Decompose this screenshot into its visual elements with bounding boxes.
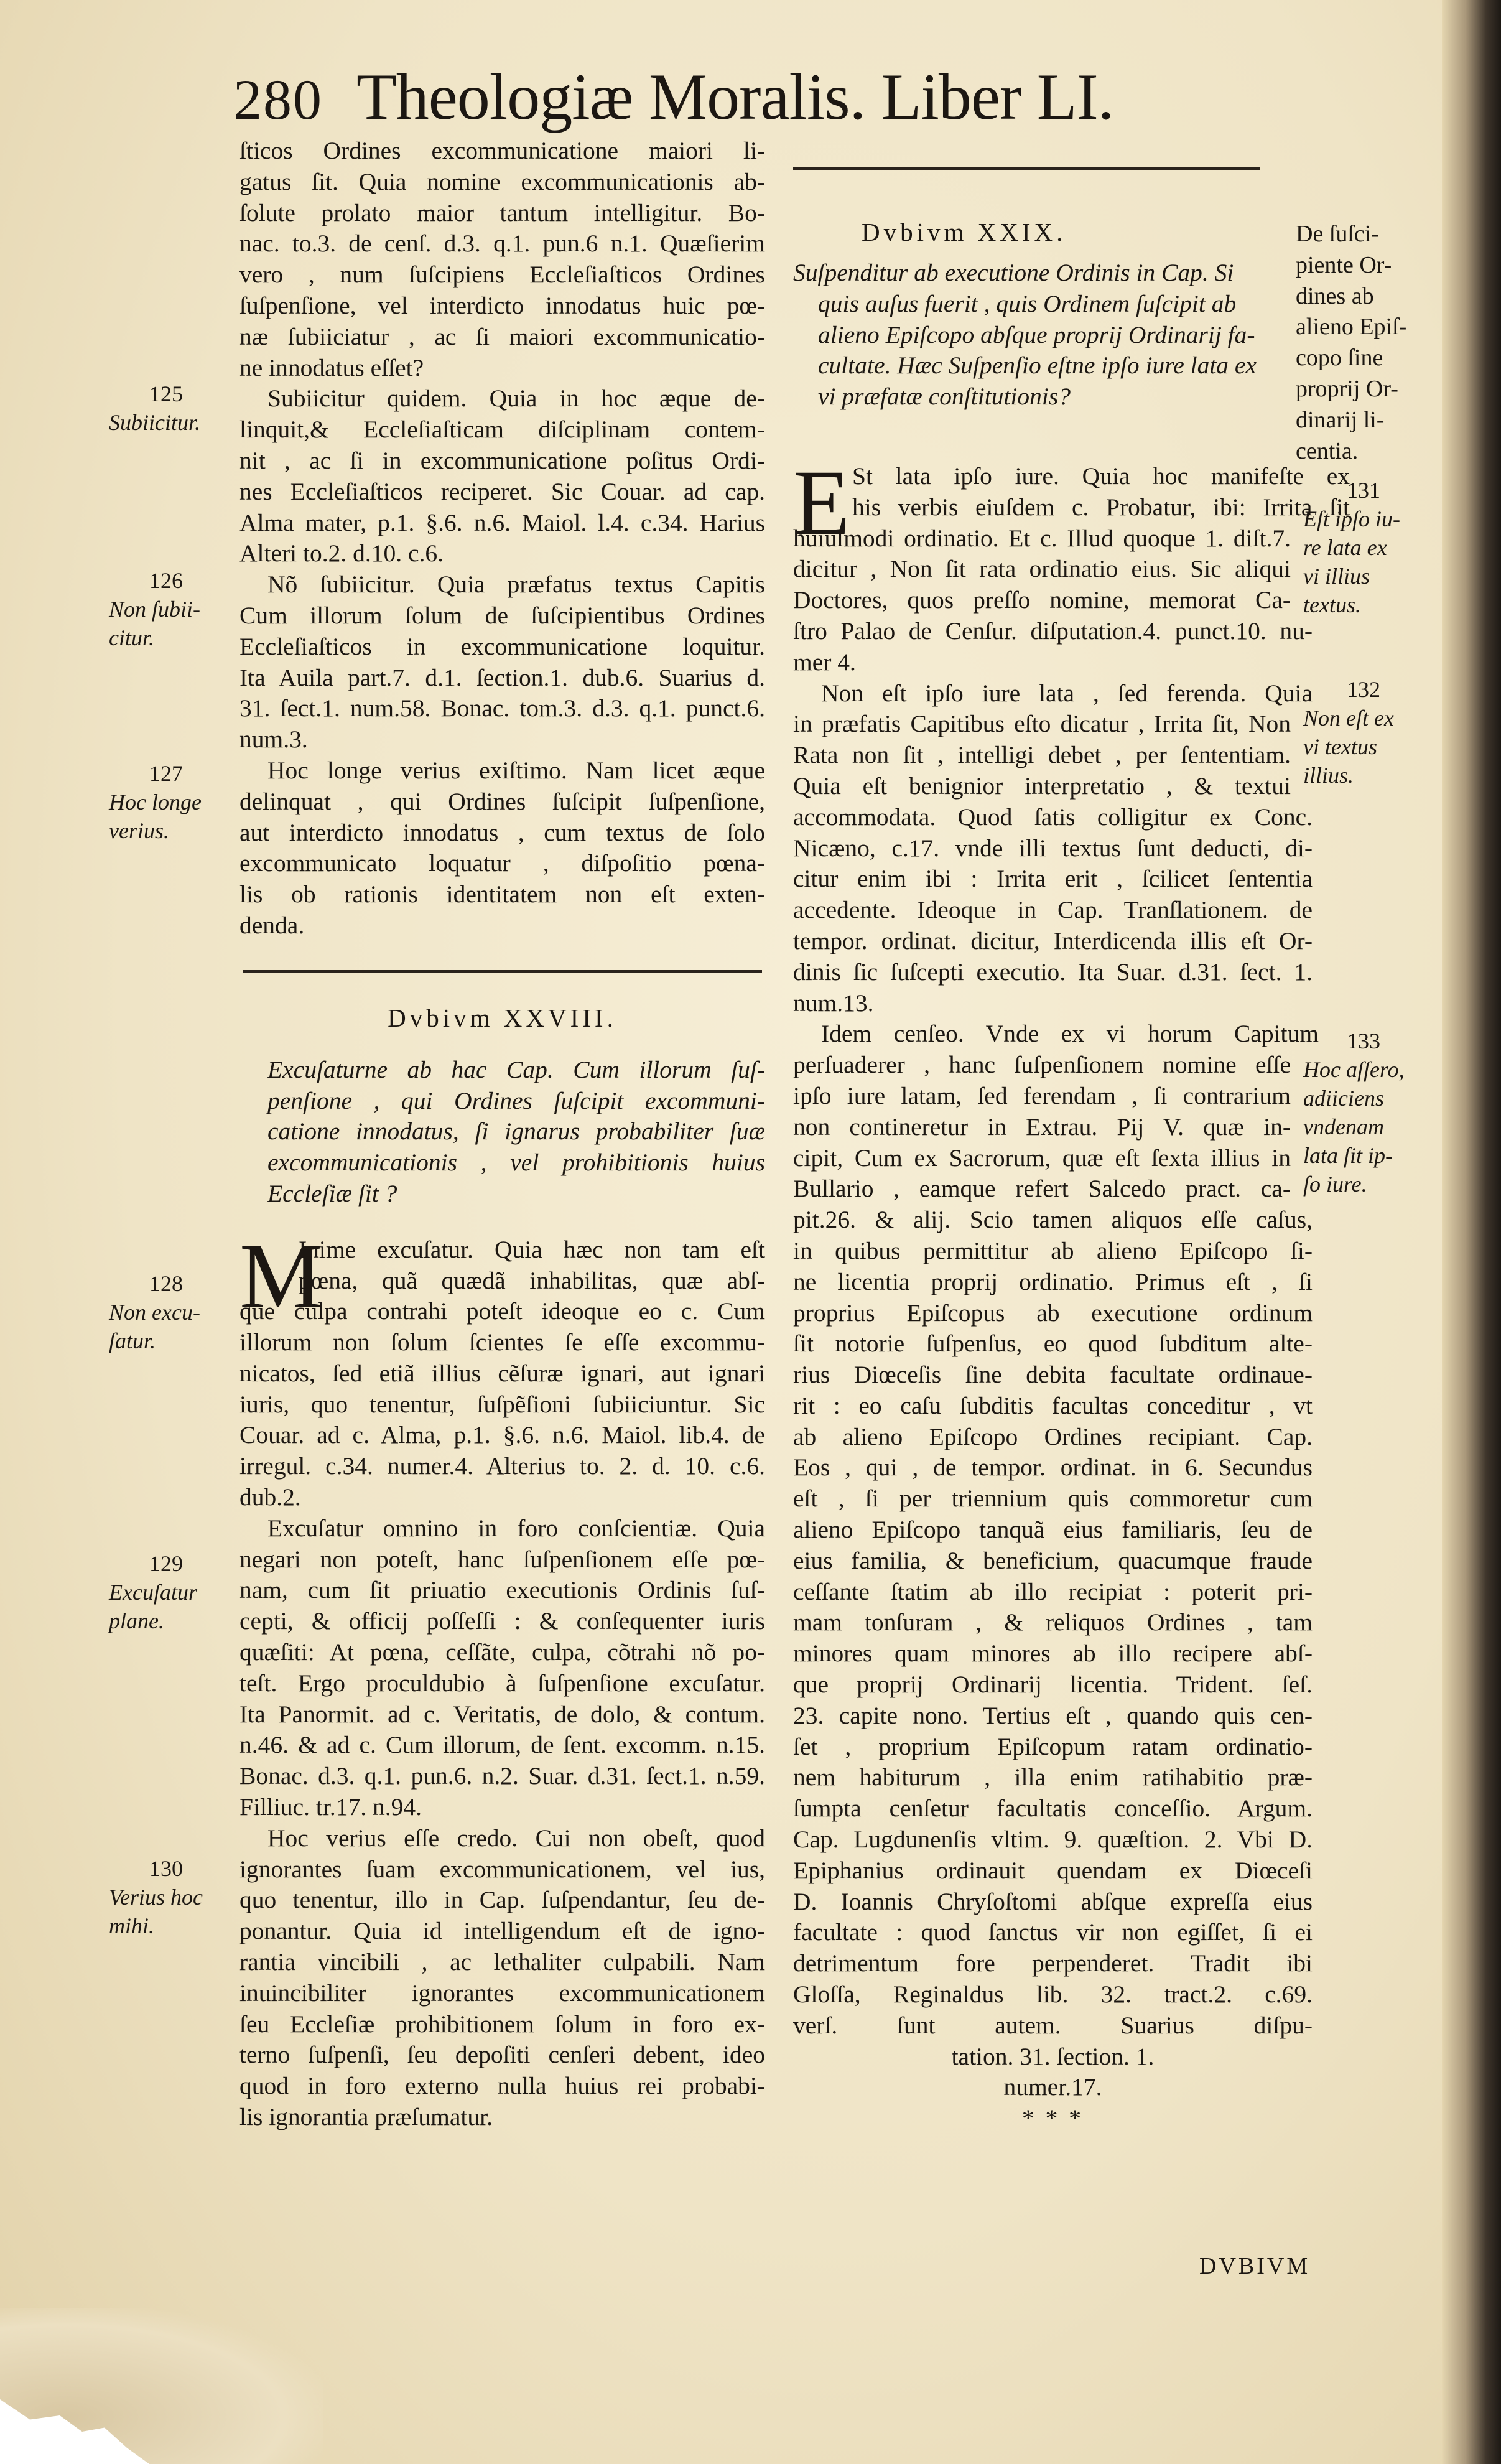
- question-line: cultate. Hæc Suſpenſio eſtne ipſo iure lata ex: [818, 352, 1257, 380]
- note-number: 133: [1347, 1029, 1380, 1053]
- note-text: ſatur.: [109, 1328, 156, 1353]
- question-line: excommunicationis , vel prohibitionis huius: [267, 1149, 765, 1177]
- text-line: rius Diœceſis ſine debita facultate ordinaue-: [793, 1361, 1313, 1389]
- text-line: tempor. ordinat. dicitur, Interdicenda illis eſt Or-: [793, 926, 1313, 954]
- text-line: n.46. & ad c. Cum illorum, de ſent. excomm. n.15.: [239, 1731, 765, 1759]
- summary-line: copo ſine: [1296, 345, 1383, 371]
- text-line: facultate : quod ſanctus vir non egiſſet, ſi ei: [793, 1918, 1313, 1946]
- text-line: irregul. c.34. numer.4. Alterius to. 2. d. 10. c.6.: [239, 1452, 765, 1480]
- text-line: terno ſuſpenſi, ſeu depoſiti cenſeri debent, ideo: [239, 2041, 765, 2069]
- margin-note-left: [109, 380, 200, 437]
- text-line: rantia vincibili , ac lethaliter culpabili. Nam: [239, 1948, 765, 1976]
- dubium-heading: Dvbivm XXIX.: [862, 218, 1067, 246]
- text-line: dinis ſic ſuſcepti executio. Ita Suar. d.31. ſect. 1.: [793, 958, 1313, 986]
- note-text: vi textus: [1303, 734, 1377, 759]
- note-text: vndenam: [1303, 1114, 1384, 1139]
- text-line: ne licentia proprij ordinatio. Primus eſt , ſi: [793, 1267, 1313, 1295]
- text-line: Non eſt ipſo iure lata , ſed ferenda. Quia: [821, 679, 1313, 707]
- text-line: dub.2.: [239, 1483, 301, 1511]
- dropcap-block: [239, 1224, 765, 2133]
- margin-note-left: [109, 566, 200, 652]
- text-line: dicitur , Non ſit rata ordinatio eius. Sic aliqui: [793, 555, 1291, 583]
- note-text: vi illius: [1303, 564, 1370, 589]
- margin-note-left: [109, 1854, 203, 1940]
- text-line: huiuſmodi ordinatio. Et c. Illud quoque 1. diſt.7.: [793, 524, 1291, 552]
- text-line: Cap. Lugdunenſis vltim. 9. quæſtion. 2. Vbi D.: [793, 1826, 1313, 1854]
- note-text: adiiciens: [1303, 1086, 1384, 1111]
- text-line: nam, cum ſit priuatio executionis Ordinis ſuſ-: [239, 1576, 765, 1604]
- text-line: numer.17.: [1003, 2073, 1102, 2101]
- drop-cap: E: [793, 450, 850, 554]
- text-line: ceſſante ſtatim ab illo recipiat : poterit pri-: [793, 1577, 1313, 1605]
- margin-note-left: [109, 1269, 200, 1355]
- note-text: Hoc longe: [109, 790, 202, 814]
- text-line: negari non poteſt, hanc ſuſpenſionem eſſe pœ-: [239, 1545, 765, 1573]
- text-line: ipſo iure latam, ſed ferendam , ſi contrarium: [793, 1081, 1291, 1109]
- text-line: ſtro Palao de Cenſur. diſputation.4. punct.10. nu-: [793, 617, 1313, 645]
- text-line: Eccleſiaſticos in excommunicatione loquitur.: [239, 632, 765, 660]
- text-line: Cum illorum ſolum de ſuſcipientibus Ordines: [239, 601, 765, 629]
- text-line: Hoc longe verius exiſtimo. Nam licet æque: [267, 756, 765, 784]
- text-line: perſuaderer , hanc ſuſpenſionem nomine eſſe: [793, 1051, 1291, 1079]
- text-line: iuris, quo tenentur, ſuſpẽſioni ſubiiciuntur. Sic: [239, 1390, 765, 1418]
- note-text: re lata ex: [1303, 535, 1387, 560]
- text-line: St lata ipſo iure. Quia hoc manifeſte ex: [852, 462, 1350, 490]
- text-line: teſt. Ergo proculdubio à ſuſpenſione excuſatur.: [239, 1669, 765, 1697]
- note-text: Subiicitur.: [109, 410, 201, 435]
- text-line: cipit, Cum ex Sacrorum, quæ eſt ſexta illius in: [793, 1144, 1291, 1172]
- text-line: Hoc verius eſſe credo. Cui non obeſt, quod: [267, 1824, 765, 1852]
- ornament-stars: * * *: [1022, 2104, 1084, 2132]
- text-line: ſit notorie ſuſpenſus, eo quod ſubditum alte-: [793, 1330, 1313, 1358]
- page-number: 280: [233, 68, 323, 131]
- note-number: 127: [149, 761, 183, 786]
- text-line: ignorantes ſuam excommunicationem, vel ius,: [239, 1855, 765, 1883]
- text-line: nes Eccleſiaſticos reciperet. Sic Couar. ad cap.: [239, 477, 765, 505]
- text-line: Epiphanius ordinauit quendam ex Diœceſi: [793, 1856, 1313, 1884]
- summary-line: piente Or-: [1296, 251, 1392, 278]
- drop-cap: M: [239, 1224, 323, 1328]
- question-line: quis auſus fuerit , quis Ordinem ſuſcipit ab: [818, 289, 1237, 317]
- text-line: minores quam minores ab illo recipere abſ-: [793, 1640, 1313, 1668]
- note-number: 126: [149, 568, 183, 593]
- question-line: catione innodatus, ſi ignarus probabiliter ſuæ: [267, 1118, 765, 1146]
- text-line: ſuſpenſione, vel interdicto innodatus huic pœ-: [239, 291, 765, 319]
- note-text: textus.: [1303, 592, 1361, 617]
- note-number: 128: [149, 1271, 183, 1296]
- note-text: Excuſatur: [109, 1580, 197, 1605]
- text-line: Alma mater, p.1. §.6. n.6. Maiol. l.4. c.34. Harius: [239, 508, 765, 536]
- text-line: rit : eo caſu ſubditis facultas conceditur , vt: [793, 1391, 1313, 1419]
- text-line: eius familia, & beneficium, quacumque fraude: [793, 1546, 1313, 1574]
- spacer: [793, 253, 1313, 258]
- question-line: vi præfatæ conſtitutionis?: [818, 383, 1071, 411]
- text-line: ſet , proprium Epiſcopum ratam ordinatio-: [793, 1732, 1313, 1760]
- text-line: vero , num ſuſcipiens Eccleſiaſticos Ordines: [239, 261, 765, 289]
- summary-line: centia.: [1296, 437, 1359, 464]
- margin-note-right: [1303, 476, 1400, 619]
- note-text: verius.: [109, 818, 169, 843]
- text-line: in quibus permittitur ab alieno Epiſcopo ſi-: [793, 1236, 1313, 1264]
- text-line: Alteri to.2. d.10. c.6.: [239, 539, 444, 567]
- text-line: proprius Epiſcopus ab executione ordinum: [793, 1299, 1313, 1327]
- text-line: Rata non ſit , intelligi debet , per ſententiam.: [793, 741, 1291, 769]
- spacer: [793, 167, 1313, 212]
- spacer: [793, 413, 1313, 461]
- text-line: Quia eſt benignior interpretatio , & textui: [793, 772, 1291, 800]
- text-line: D. Ioannis Chryſoſtomi abſque expreſſa eius: [793, 1887, 1313, 1915]
- text-line: mam tonſuram , & reliquos Ordines , tam: [793, 1608, 1313, 1636]
- spacer: [239, 1038, 765, 1055]
- text-line: accommodata. Quod ſatis colligitur ex Conc.: [793, 803, 1313, 831]
- text-line: nem habiturum , illa enim ratihabitio præ-: [793, 1763, 1313, 1791]
- text-line: Nõ ſubiicitur. Quia præfatus textus Capitis: [267, 571, 765, 599]
- text-line: ab alieno Epiſcopo Ordines recipiant. Cap.: [793, 1422, 1313, 1450]
- note-number: 129: [149, 1551, 183, 1576]
- text-line: Filliuc. tr.17. n.94.: [239, 1793, 422, 1821]
- spacer: [239, 980, 765, 997]
- text-line: alieno Epiſcopo tanquã eius familiaris, ſeu de: [793, 1516, 1313, 1544]
- running-head: [233, 59, 1204, 134]
- note-text: Verius hoc: [109, 1885, 203, 1910]
- text-line: lis ob rationis identitatem non eſt exten-: [239, 880, 765, 908]
- summary-line: proprij Or-: [1296, 375, 1398, 402]
- text-line: detrimentum fore perpenderet. Tradit ibi: [793, 1949, 1313, 1977]
- text-line: aut interdicto innodatus , cum textus de ſolo: [239, 818, 765, 846]
- text-line: in præfatis Capitibus eſto dicatur , Irrita ſit, Non: [793, 710, 1291, 738]
- text-line: que proprij Ordinarij licentia. Trident. ſeſ.: [793, 1671, 1313, 1699]
- text-line: Ita Auila part.7. d.1. ſection.1. dub.6. Suarius d.: [239, 663, 765, 691]
- text-line: lis ignorantia præſumatur.: [239, 2103, 493, 2131]
- text-line: num.13.: [793, 989, 874, 1017]
- text-line: mer 4.: [793, 648, 856, 676]
- text-line: ſumpta cenſetur facultatis conceſſio. Argum.: [793, 1794, 1313, 1822]
- text-line: næ ſubiiciatur , ac ſi maiori excommunicatio-: [239, 322, 765, 350]
- note-text: ſo iure.: [1303, 1172, 1367, 1197]
- text-line: tation. 31. ſection. 1.: [951, 2042, 1155, 2070]
- margin-note-left: [109, 759, 202, 845]
- text-line: gatus ſit. Quia nomine excommunicationis ab-: [239, 167, 765, 195]
- text-line: Gloſſa, Reginaldus lib. 32. tract.2. c.69.: [793, 1981, 1313, 2009]
- text-line: ponantur. Quia id intelligendum eſt de igno-: [239, 1917, 765, 1945]
- text-line: Ita Panormit. ad c. Veritatis, de dolo, & contum.: [239, 1700, 765, 1728]
- left-column: [239, 136, 765, 2170]
- text-line: illorum non ſolum ſcientes ſe eſſe excommu-: [239, 1328, 765, 1356]
- note-text: plane.: [109, 1608, 164, 1633]
- margin-note-right: [1303, 675, 1394, 790]
- text-line: linquit,& Eccleſiaſticam diſciplinam contem-: [239, 416, 765, 444]
- note-text: Non eſt ex: [1303, 706, 1394, 730]
- note-text: lata ſit ip-: [1303, 1143, 1393, 1168]
- text-line: Couar. ad c. Alma, p.1. §.6. n.6. Maiol. lib.4. de: [239, 1421, 765, 1449]
- summary-line: De ſuſci-: [1296, 221, 1380, 247]
- text-line: Idem cenſeo. Vnde ex vi horum Capitum: [821, 1020, 1319, 1048]
- text-line: quo tenentur, illo in Cap. ſuſpendantur, ſeu de-: [239, 1886, 765, 1914]
- text-line: verſ. ſunt autem. Suarius diſpu-: [793, 2011, 1313, 2039]
- text-line: delinquat , qui Ordines ſuſcipit ſuſpenſione,: [239, 787, 765, 815]
- note-number: 131: [1347, 478, 1380, 503]
- text-line: Subiicitur quidem. Quia in hoc æque de-: [267, 385, 765, 413]
- text-line: num.3.: [239, 726, 308, 754]
- page-title: Theologiæ Moralis. Liber LI.: [356, 60, 1114, 133]
- text-line: nit , ac ſi in excommunicatione poſitus Ordi-: [239, 446, 765, 474]
- margin-note-right: [1303, 1027, 1405, 1198]
- note-text: Eſt ipſo iu-: [1303, 506, 1400, 531]
- note-text: citur.: [109, 625, 155, 650]
- section-rule: [239, 963, 765, 980]
- spacer: [239, 941, 765, 963]
- summary-line: dines ab: [1296, 282, 1374, 309]
- text-line: accedente. Ideoque in Cap. Tranſlationem. de: [793, 896, 1313, 924]
- question-line: Excuſaturne ab hac Cap. Cum illorum ſuſ-: [267, 1055, 765, 1083]
- text-line: nac. to.3. de cenſ. d.3. q.1. pun.6 n.1. Quæſierim: [239, 230, 765, 258]
- text-line: Inime excuſatur. Quia hæc non tam eſt: [299, 1235, 765, 1263]
- note-number: 132: [1347, 677, 1380, 702]
- catchword: DVBIVM: [1199, 2253, 1311, 2279]
- note-number: 130: [149, 1856, 183, 1881]
- note-number: 125: [149, 381, 183, 406]
- text-line: ſeu Eccleſiæ prohibitionem ſolum in foro ex-: [239, 2010, 765, 2038]
- text-line: Doctores, quos preſſo nomine, memorat Ca-: [793, 586, 1291, 614]
- note-text: Non excu-: [109, 1300, 200, 1325]
- note-text: illius.: [1303, 763, 1354, 788]
- summary-line: dinarij li-: [1296, 406, 1385, 433]
- text-line: Nicæno, c.17. vnde illi textus ſunt deducti, di-: [793, 834, 1313, 862]
- text-line: Bonac. d.3. q.1. pun.6. n.2. Suar. d.31. ſect.1. n.59.: [239, 1762, 765, 1790]
- text-line: Eos , qui , de tempor. ordinat. in 6. Secundus: [793, 1454, 1313, 1482]
- summary-line: alieno Epiſ-: [1296, 314, 1407, 340]
- note-text: mihi.: [109, 1913, 155, 1938]
- text-line: pœna, quã quædã inhabilitas, quæ abſ-: [299, 1266, 765, 1294]
- text-line: inuincibiliter ignorantes excommunicationem: [239, 1979, 765, 2007]
- text-line: nicatos, ſed etiã illius cẽſuræ ignari, aut ignari: [239, 1359, 765, 1387]
- question-line: Eccleſiæ ſit ?: [267, 1179, 397, 1207]
- text-line: excommunicato loquatur , diſpoſitio pœna-: [239, 849, 765, 877]
- dubium-heading: Dvbivm XXVIII.: [388, 1003, 617, 1032]
- text-line: denda.: [239, 911, 305, 939]
- text-line: quod in foro externo nulla huius rei probabi-: [239, 2072, 765, 2100]
- text-line: Excuſatur omnino in foro conſcientiæ. Quia: [267, 1514, 765, 1542]
- text-line: his verbis eiuſdem c. Probatur, ibi: Irrita ſit: [852, 493, 1350, 521]
- margin-note-left: [109, 1549, 197, 1635]
- text-line: non contineretur in Extrau. Pij V. quæ in-: [793, 1113, 1291, 1141]
- text-line: ſticos Ordines excommunicatione maiori li-: [239, 137, 765, 164]
- text-line: Bullario , eamque refert Salcedo pract. ca-: [793, 1175, 1291, 1203]
- text-line: cepti, & officij poſſeſſi : & conſequenter iuris: [239, 1607, 765, 1635]
- text-line: quæſiti: At pœna, ceſſãte, culpa, cõtrahi nõ po-: [239, 1638, 765, 1666]
- question-line: Suſpenditur ab executione Ordinis in Cap. Si: [793, 259, 1234, 286]
- text-line: pit.26. & alij. Scio tamen aliquos eſſe caſus,: [793, 1206, 1313, 1234]
- text-line: ne innodatus eſſet?: [239, 353, 424, 381]
- text-line: 23. capite nono. Tertius eſt , quando quis cen-: [793, 1701, 1313, 1729]
- text-line: ſolute prolato maior tantum intelligitur. Bo-: [239, 198, 765, 226]
- note-text: Non ſubii-: [109, 597, 201, 622]
- note-text: Hoc aſſero,: [1303, 1057, 1405, 1082]
- text-line: que culpa contrahi poteſt ideoque eo c. Cum: [239, 1297, 765, 1325]
- margin-summary: [1296, 219, 1451, 467]
- question-line: penſione , qui Ordines ſuſcipit excommuni-: [267, 1086, 765, 1114]
- text-line: 31. ſect.1. num.58. Bonac. tom.3. d.3. q.1. punct.6.: [239, 694, 765, 722]
- question-line: alieno Epiſcopo abſque proprij Ordinarij fa-: [818, 320, 1255, 348]
- text-line: eſt , ſi per triennium quis commoretur cum: [793, 1485, 1313, 1513]
- text-line: citur enim ibi : Irrita erit , ſcilicet ſententia: [793, 865, 1313, 893]
